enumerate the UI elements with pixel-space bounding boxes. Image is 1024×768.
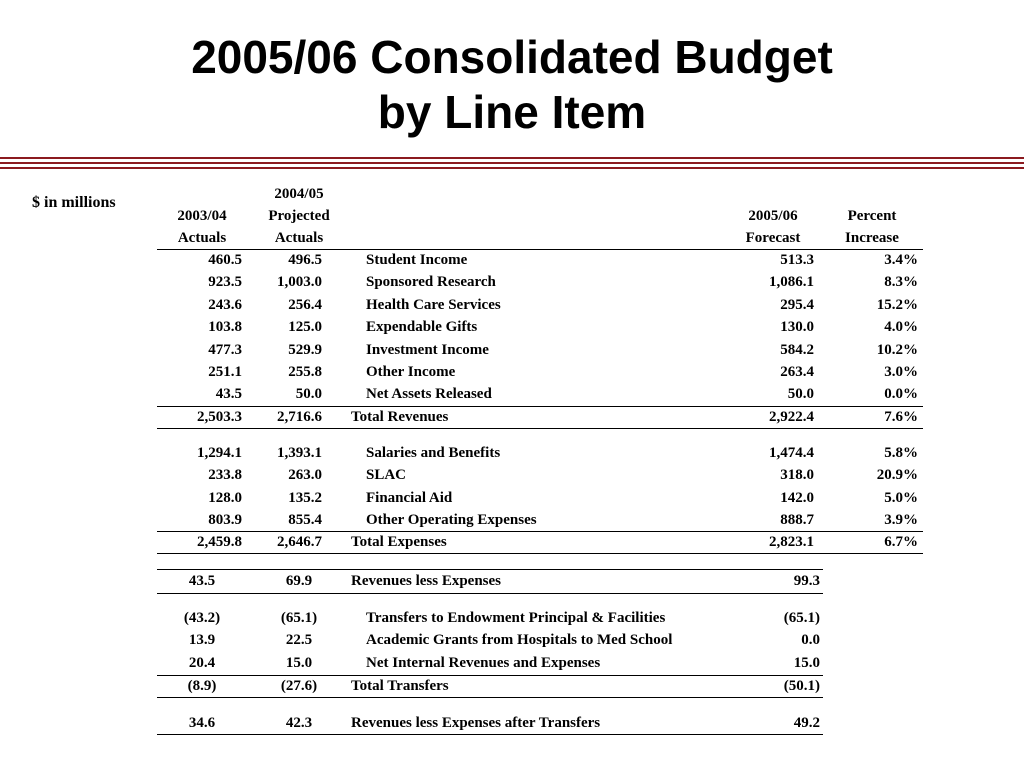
cell-2004-05: 496.5 <box>288 252 322 268</box>
cell-2005-06: 1,474.4 <box>769 445 814 461</box>
cell-2005-06: 318.0 <box>780 467 814 484</box>
table-row <box>0 361 1024 383</box>
cell-2005-06: 49.2 <box>793 715 820 731</box>
cell-line-item: Net Assets Released <box>366 386 492 403</box>
cell-percent: 8.3% <box>884 274 918 291</box>
table-row <box>0 271 1024 293</box>
table-row <box>0 629 1024 651</box>
cell-line-item: Total Revenues <box>351 409 449 425</box>
cell-2004-05: 69.9 <box>285 573 313 589</box>
cell-2004-05: 1,003.0 <box>277 274 322 291</box>
cell-2003-04: 43.5 <box>215 386 242 403</box>
cell-2003-04: (43.2) <box>183 610 221 626</box>
cell-percent: 3.0% <box>884 364 918 380</box>
cell-2003-04: 803.9 <box>208 512 242 529</box>
cell-line-item: Total Expenses <box>351 534 447 550</box>
cell-2003-04: 243.6 <box>208 296 242 313</box>
cell-percent: 7.6% <box>884 409 918 425</box>
cell-2004-05: 50.0 <box>295 386 322 403</box>
cell-2003-04: 20.4 <box>188 654 216 671</box>
table-row <box>0 487 1024 509</box>
cell-percent: 0.0% <box>884 386 918 403</box>
cell-2005-06: (50.1) <box>783 678 820 694</box>
cell-2004-05: 263.0 <box>288 467 322 484</box>
cell-percent: 3.4% <box>884 252 918 268</box>
cell-2005-06: 130.0 <box>780 319 814 336</box>
cell-line-item: Expendable Gifts <box>366 319 478 336</box>
cell-percent: 15.2% <box>876 296 918 313</box>
cell-2005-06: 0.0 <box>801 632 820 649</box>
cell-2004-05: 22.5 <box>285 632 313 649</box>
cell-line-item: SLAC <box>366 467 407 484</box>
cell-percent: 5.8% <box>884 445 918 461</box>
table-total-row <box>0 712 1024 734</box>
cell-2003-04: 2,459.8 <box>197 534 242 550</box>
cell-2003-04: 2,503.3 <box>197 409 242 425</box>
column-header-2005-06: 2005/06 Forecast <box>745 208 801 246</box>
cell-2004-05: 529.9 <box>288 341 322 358</box>
column-header-percent: Percent Increase <box>845 208 899 246</box>
cell-2003-04: 477.3 <box>208 341 242 358</box>
cell-2003-04: (8.9) <box>187 678 217 694</box>
table-rule <box>157 697 823 698</box>
table-row <box>0 316 1024 338</box>
cell-line-item: Revenues less Expenses after Transfers <box>351 715 601 731</box>
cell-2005-06: 1,086.1 <box>769 274 814 291</box>
cell-2003-04: 43.5 <box>188 573 216 589</box>
cell-line-item: Total Transfers <box>351 678 449 694</box>
cell-2004-05: 256.4 <box>288 296 322 313</box>
cell-percent: 10.2% <box>876 341 918 358</box>
header-rule <box>0 167 1024 169</box>
cell-line-item: Financial Aid <box>366 489 453 506</box>
cell-2004-05: 1,393.1 <box>277 445 322 461</box>
cell-2004-05: 2,646.7 <box>277 534 322 550</box>
table-total-row <box>0 570 1024 592</box>
header-rule <box>0 157 1024 159</box>
cell-2003-04: 13.9 <box>188 632 216 649</box>
cell-line-item: Other Operating Expenses <box>366 512 537 529</box>
page-title <box>0 30 1024 140</box>
cell-2003-04: 460.5 <box>208 252 242 268</box>
cell-2004-05: (65.1) <box>280 610 318 626</box>
column-header-2003-04: 2003/04 Actuals <box>177 208 227 246</box>
cell-line-item: Revenues less Expenses <box>351 573 502 589</box>
cell-line-item: Transfers to Endowment Principal & Facilities <box>366 610 666 626</box>
table-row <box>0 509 1024 531</box>
table-total-row <box>0 675 1024 697</box>
cell-2005-06: (65.1) <box>783 610 820 626</box>
cell-2004-05: (27.6) <box>280 678 318 694</box>
cell-line-item: Student Income <box>366 252 468 268</box>
cell-2004-05: 15.0 <box>285 654 313 671</box>
cell-2003-04: 233.8 <box>208 467 242 484</box>
cell-line-item: Health Care Services <box>366 296 501 313</box>
cell-2005-06: 513.3 <box>780 252 814 268</box>
cell-line-item: Investment Income <box>366 341 489 358</box>
cell-2004-05: 2,716.6 <box>277 409 322 425</box>
table-row <box>0 442 1024 464</box>
table-row <box>0 383 1024 405</box>
cell-2003-04: 103.8 <box>208 319 242 336</box>
cell-2004-05: 135.2 <box>288 489 322 506</box>
table-rule <box>157 734 823 735</box>
table-row <box>0 652 1024 674</box>
cell-2003-04: 1,294.1 <box>197 445 242 461</box>
table-total-row <box>0 406 1024 428</box>
cell-2003-04: 251.1 <box>208 364 242 380</box>
title-line-1: 2005/06 Consolidated Budget <box>191 31 833 83</box>
cell-percent: 4.0% <box>884 319 918 336</box>
cell-2004-05: 125.0 <box>288 319 322 336</box>
cell-line-item: Sponsored Research <box>366 274 496 291</box>
header-rule <box>0 162 1024 164</box>
cell-2005-06: 50.0 <box>787 386 814 403</box>
table-row <box>0 339 1024 361</box>
cell-2005-06: 263.4 <box>780 364 814 380</box>
cell-line-item: Salaries and Benefits <box>366 445 501 461</box>
cell-2005-06: 142.0 <box>780 489 814 506</box>
cell-line-item: Academic Grants from Hospitals to Med School <box>366 632 673 649</box>
cell-2004-05: 255.8 <box>288 364 322 380</box>
column-header-2004-05: 2004/05 Projected Actuals <box>268 186 330 246</box>
cell-2003-04: 923.5 <box>208 274 242 291</box>
cell-2005-06: 584.2 <box>780 341 814 358</box>
table-rule <box>157 593 823 594</box>
units-label: $ in millions <box>32 194 116 211</box>
cell-line-item: Other Income <box>366 364 456 380</box>
table-total-row <box>0 531 1024 553</box>
table-rule <box>157 553 923 554</box>
table-rule <box>157 428 923 429</box>
cell-2004-05: 855.4 <box>288 512 322 529</box>
title-line-2: by Line Item <box>377 86 647 138</box>
cell-percent: 5.0% <box>884 489 918 506</box>
cell-percent: 3.9% <box>884 512 918 529</box>
table-row <box>0 464 1024 486</box>
table-row <box>0 249 1024 271</box>
cell-2005-06: 2,922.4 <box>769 409 814 425</box>
cell-percent: 20.9% <box>876 467 918 484</box>
cell-2005-06: 888.7 <box>780 512 814 529</box>
cell-2003-04: 128.0 <box>208 489 242 506</box>
cell-2005-06: 2,823.1 <box>769 534 814 550</box>
cell-percent: 6.7% <box>884 534 918 550</box>
cell-2005-06: 295.4 <box>780 296 814 313</box>
cell-2004-05: 42.3 <box>285 715 313 731</box>
table-row <box>0 607 1024 629</box>
cell-2005-06: 15.0 <box>793 654 820 671</box>
cell-2005-06: 99.3 <box>793 573 820 589</box>
cell-2003-04: 34.6 <box>188 715 216 731</box>
cell-line-item: Net Internal Revenues and Expenses <box>366 654 601 671</box>
table-row <box>0 294 1024 316</box>
